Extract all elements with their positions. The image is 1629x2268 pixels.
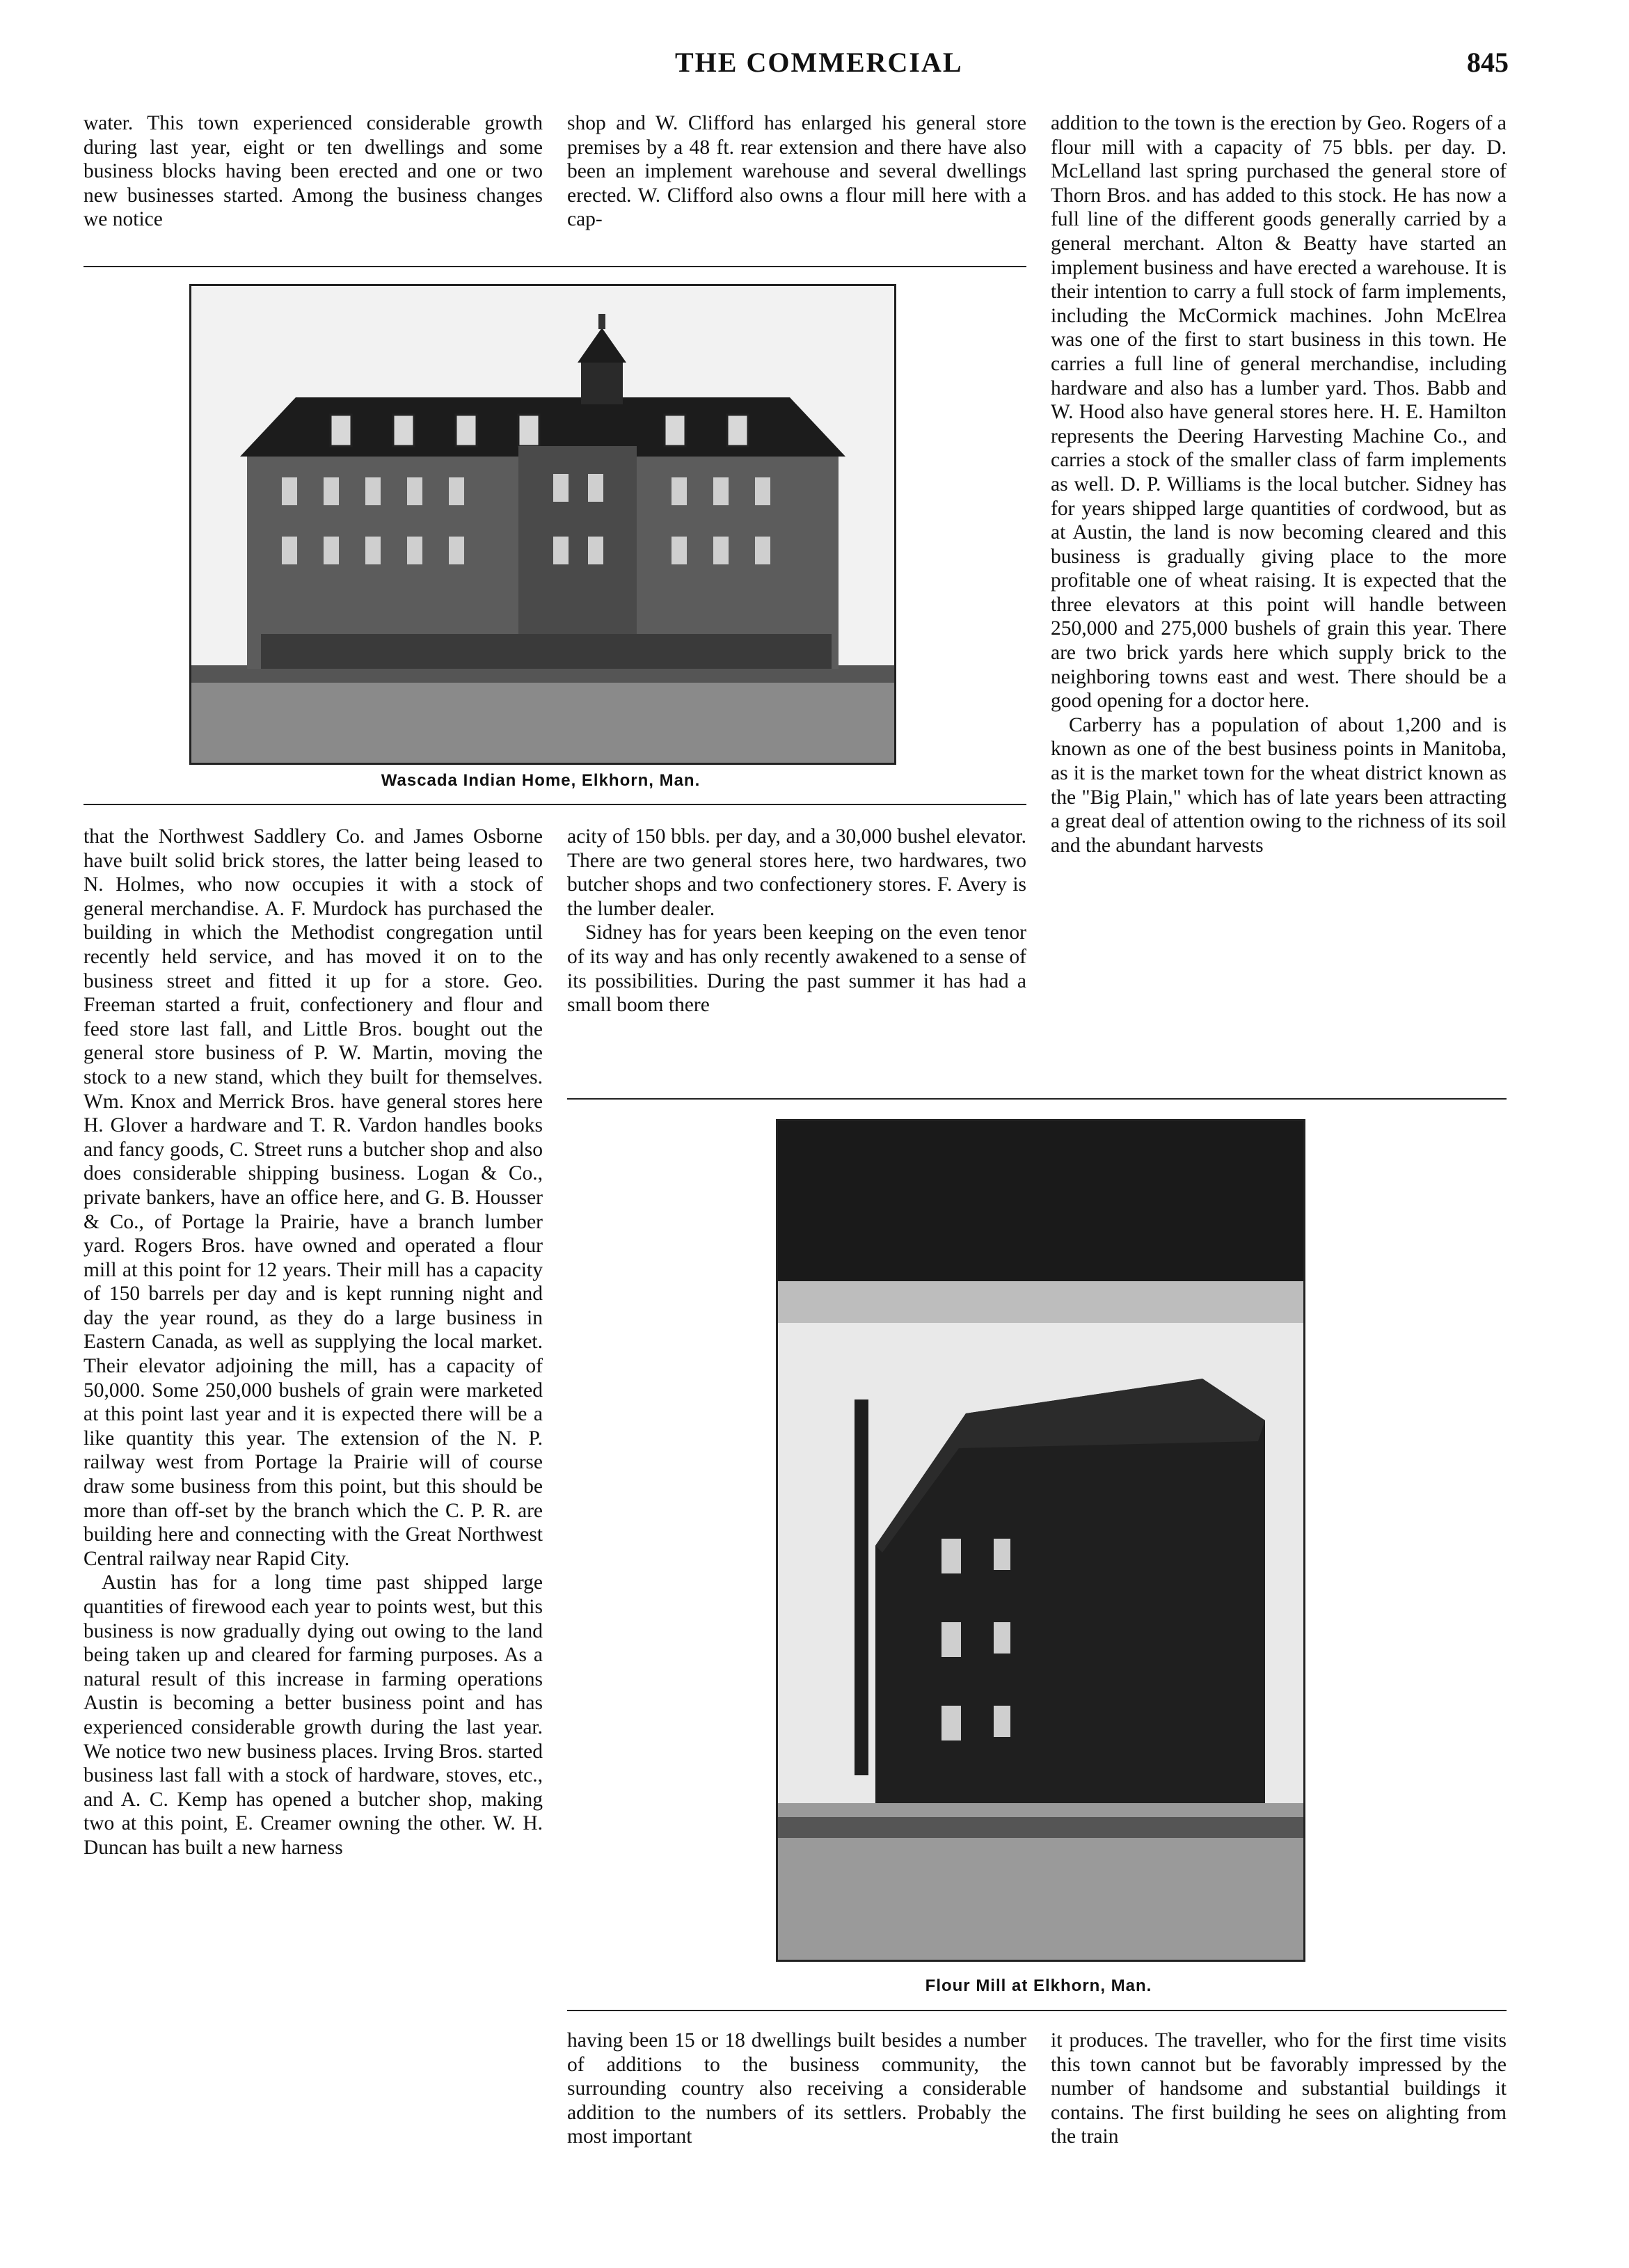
right-column bbox=[1051, 111, 1507, 1082]
middle-column-1 bbox=[84, 825, 543, 2223]
bottom-column-2-text: having been 15 or 18 dwellings built besides a number of additions to the business community, the surrounding country also receiving a considerable addition to the numbers of its settlers. Probably the most important bbox=[567, 2029, 1026, 2148]
photo2-caption: Flour Mill at Elkhorn, Man. bbox=[925, 1976, 1152, 1995]
middle-column-2-text: acity of 150 bbls. per day, and a 30,000 bushel elevator. There are two general stores here, two hardwares, two butcher shops and two confectionery stores. F. Avery is the lumber dealer. bbox=[567, 825, 1026, 920]
top-column-1 bbox=[84, 111, 543, 257]
top-divider bbox=[84, 266, 1026, 267]
photo1-caption: Wascada Indian Home, Elkhorn, Man. bbox=[381, 771, 701, 790]
bottom-column-2 bbox=[567, 2029, 1026, 2230]
page-number: 845 bbox=[1467, 47, 1509, 78]
top-column-1-text: water. This town experienced considerable growth during last year, eight or ten dwellings and some business blocks having been erected and one or two new businesses started. Among the business changes we notice bbox=[84, 112, 543, 231]
right-column-text-2: Carberry has a population of about 1,200 and is known as one of the best business points in Manitoba, as it is the market town for the wheat district known as the "Big Plain," which has of late years been attracting a great deal of attention owing to the richness of its soil and the abundant harvests bbox=[1051, 713, 1507, 857]
middle-divider bbox=[84, 804, 1026, 805]
top-column-2 bbox=[567, 111, 1026, 257]
flour-mill-photo bbox=[776, 1119, 1305, 1962]
middle-column-2-text-2: Sidney has for years been keeping on the even tenor of its way and has only recently awakened to a sense of its possibilities. During the past summer it has had a small boom there bbox=[567, 921, 1026, 1017]
mill-illustration bbox=[778, 1121, 1303, 1960]
bottom-divider bbox=[567, 2010, 1507, 2011]
mill-divider bbox=[567, 1098, 1507, 1100]
bottom-column-3-text: it produces. The traveller, who for the first time visits this town cannot but be favorably impressed by the number of handsome and substantial buildings it contains. The first building he sees on alighting from the train bbox=[1051, 2029, 1507, 2148]
bottom-column-3 bbox=[1051, 2029, 1507, 2230]
page-header bbox=[0, 42, 1629, 84]
middle-column-2 bbox=[567, 825, 1026, 1082]
middle-column-1-text: that the Northwest Saddlery Co. and James Osborne have built solid brick stores, the latter being leased to N. Holmes, who now occupies it with a stock of general merchandise. A. F. Murdock has purchased the building in which the Methodist congregation until recently held service, and has moved it on to the business street and fitted it up for a store. Geo. Freeman started a fruit, confectionery and flour and feed store last fall, and Little Bros. bought out the general store business of P. W. Martin, moving the stock to a new stand, which they built for themselves. Wm. Knox and Merrick Bros. have general stores here H. Glover a hardware and T. R. Vardon handles books and fancy goods, C. Street runs a butcher shop and also does considerable shipping business. Logan & Co., private bankers, have an office here, and G. B. Housser & Co., of Portage la Prairie, have a branch lumber yard. Rogers Bros. have owned and operated a flour mill at this point for 12 years. Their mill has a capacity of 150 barrels per day and is kept running night and day the year round, as they do a large business in Eastern Canada, as well as supplying the local market. Their elevator adjoining the mill, has a capacity of 50,000. Some 250,000 bushels of grain were marketed at this point last year and it is expected there will be a like quantity this year. The extension of the N. P. railway west from Portage la Prairie will of course draw some business from this point, but this should be more than off-set by the branch which the C. P. R. are building here and connecting with the Great Northwest Central railway near Rapid City. bbox=[84, 825, 543, 1570]
top-column-2-text: shop and W. Clifford has enlarged his general store premises by a 48 ft. rear extension and there have also been an implement warehouse and several dwellings erected. W. Clifford also owns a flour mill here with a cap- bbox=[567, 112, 1026, 231]
publication-title: THE COMMERCIAL bbox=[675, 47, 963, 78]
middle-column-1-text-2: Austin has for a long time past shipped large quantities of firewood each year to points west, but this business is now gradually dying out owing to the land being taken up and cleared for farming purposes. As a natural result of this increase in farming operations Austin is becoming a better business point and has experienced considerable growth during the last year. We notice two new business places. Irving Bros. started business last fall with a stock of hardware, stoves, etc., and A. C. Kemp has opened a butcher shop, making two at this point, E. Creamer owning the other. W. H. Duncan has built a new harness bbox=[84, 1571, 543, 1859]
wascada-indian-home-photo bbox=[189, 284, 896, 765]
building-illustration bbox=[191, 286, 894, 763]
right-column-text: addition to the town is the erection by Geo. Rogers of a flour mill with a capacity of 75 bbls. per day. D. McLelland last spring purchased the general store of Thorn Bros. and has added to this stock. He has now a full line of the different goods generally carried by a general merchant. Alton & Beatty have started an implement business and have erected a warehouse. It is their intention to carry a full stock of farm implements, including the McCormick machines. John McElrea was one of the first to start business in this town. He carries a full line of general merchandise, including hardware and also has a lumber yard. Thos. Babb and W. Hood also have general stores here. H. E. Hamilton represents the Deering Harvesting Machine Co., and carries a stock of the smaller class of farm implements as well. D. P. Williams is the local butcher. Sidney has for years shipped large quantities of cordwood, but as at Austin, the land is now becoming cleared and this business is gradually giving place to the more profitable one of wheat raising. It is expected that the three elevators at this point will handle between 250,000 and 275,000 bushels of grain this year. There are two brick yards here which supply brick to the neighboring towns east and west. There should be a good opening for a doctor here. bbox=[1051, 112, 1507, 713]
